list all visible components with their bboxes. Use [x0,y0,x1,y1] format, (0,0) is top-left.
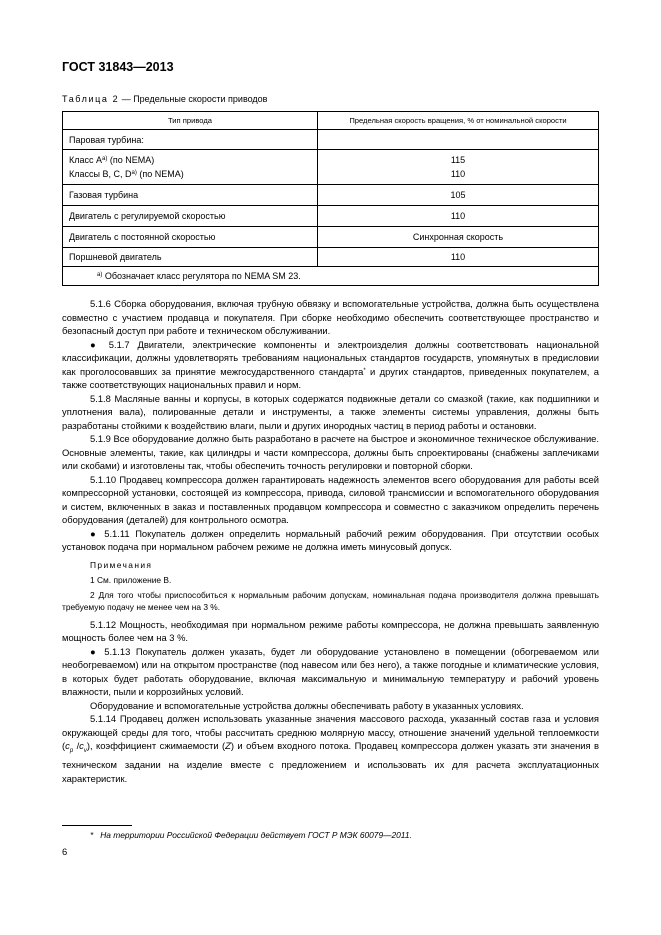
paragraph-5-1-11: ● 5.1.11 Покупатель должен определить нормальный рабочий режим оборудования. При отсутствии особых установок подача при нормальном рабочем режиме не должна иметь минусовый допуск. [62,527,599,552]
document-body [62,297,599,785]
table-row [63,130,599,150]
table-header-row [63,112,599,130]
note-1: 1 См. приложение В. [90,574,172,585]
table-row [63,206,599,227]
table-footnote: $^{a)}$ Обозначает класс регулятора по NEMA SM 23. [63,267,599,286]
page-number: 6 [62,846,68,857]
row-piston-engine-value: 110 [318,248,599,267]
notes-block [62,559,599,613]
page-header: ГОСТ 31843—2013 [62,60,174,74]
class-a-label: Класс $A^{a)}$ (по NEMA) [69,155,155,165]
table-row [63,185,599,206]
paragraph-5-1-13: ● 5.1.13 Покупатель должен указать, будет ли оборудование установлено в помещении (обогреваемом или необогреваемом) или на открытом пространстве (под навесом или без него), а также погодные и климатические условия, в которых будет работать оборудование, включая максимальную и минимальную температуру и рабочий уровень влажности, пыли и коррозийных условий. [62,645,599,697]
class-bcd-label: Классы B, C, $D^{a)}$ (по NEMA) [69,169,184,179]
row-piston-engine: Поршневой двигатель [63,248,318,267]
row-gas-turbine-value: 105 [318,185,599,206]
paragraph-auxiliary: Оборудование и вспомогательные устройства должны обеспечивать работу в указанных условиях. [90,699,524,711]
paragraph-5-1-8: 5.1.8 Масляные ванны и корпусы, в которых содержатся подвижные детали со смазкой (такие, как подшипники и уплотнения вала), полированные детали и инструменты, а также элементы системы управления, должны быть разработаны стойкими к воздействию влаги, пыли и других инородных частиц в период работы и остановки. [62,392,599,431]
paragraph-5-1-6: 5.1.6 Сборка оборудования, включая трубную обвязку и вспомогательные устройства, должна быть осуществлена совместно с участием продавца и покупателя. При сборке необходимо обеспечить соответствующее пространство и безопасный доступ при работе и техническом обслуживании. [62,298,599,336]
paragraph-5-1-12: 5.1.12 Мощность, необходимая при нормальном режиме работы компрессора, не должна превышать заявленную мощность более чем на 3 %. [62,618,599,643]
paragraph-5-1-14: 5.1.14 Продавец должен использовать указанные значения массового расхода, указанный состав газа и условия окружающей среды для того, чтобы рассчитать среднюю молярную массу, отношение значений удельной теплоемкости ($c_p$ $/c_v$), коэффициент сжимаемости (Z) и объем входного потока. Продавец компрессора должен указать эти значения в техническом задании на изделие вместе с предложением и использовать их для расчета эксплуатационных характеристик. [62,713,599,784]
paragraph-5-1-9: 5.1.9 Все оборудование должно быть разработано в расчете на быстрое и экономичное техническое обслуживание. Основные элементы, такие, как цилиндры и части компрессора, должны быть спроектированы (снабжены заплечиками или скобами) и изготовлены так, чтобы обеспечить точность регулировки и повторной сборки. [62,433,599,471]
row-constant-speed-value: Синхронная скорость [318,227,599,248]
table-caption-label: Таблица 2 [62,94,120,104]
speed-limits-table [62,111,599,286]
row-variable-speed-value: 110 [318,206,599,227]
paragraph-5-1-10: 5.1.10 Продавец компрессора должен гарантировать надежность элементов всего оборудования для работы всей компрессорной установки, состоящей из компрессора, привода, силовой трансмиссии и вспомогательного оборудования и систем, включенных в заказ и поставленных продавцом компрессора и совместно с заказчиком определить перечень оборудования (деталей) для контрольного осмотра. [62,473,599,525]
footnote-mark: * [90,830,94,840]
table-row [63,150,599,185]
row-variable-speed: Двигатель с регулируемой скоростью [63,206,318,227]
row-classes-values [318,150,599,185]
footnote-text: На территории Российской Федерации действует ГОСТ Р МЭК 60079—2011. [100,830,412,840]
header-speed-limit: Предельная скорость вращения, % от номинальной скорости [318,112,599,130]
paragraph-5-1-7: ● 5.1.7 Двигатели, электрические компоненты и электроизделия должны соответствовать национальной классификации, должны удовлетворять требованиям национальных стандартов государств, упомянутых в предисловии как проголосовавших за принятие межгосударственного стандарта* и других стандартов, приведенных покупателем, а также соответствующих национальных правил и норм. [62,338,599,390]
row-gas-turbine: Газовая турбина [63,185,318,206]
row-steam-turbine-value [318,130,599,150]
table-row [63,248,599,267]
table-caption [62,94,267,104]
footnote-divider [62,825,132,826]
table-row [63,227,599,248]
row-steam-turbine: Паровая турбина: [63,130,318,150]
class-bcd-value: 110 [450,169,466,179]
class-a-value: 115 [450,155,466,165]
notes-title: Примечания [90,559,153,570]
table-caption-text: — Предельные скорости приводов [119,94,268,104]
header-drive-type: Тип привода [63,112,318,130]
page-footnote [90,830,412,840]
note-2: 2 Для того чтобы приспособиться к нормальным рабочим допускам, номинальная подача производителя должна превышать требуемую подачу не менее чем на 3 %. [62,589,599,612]
row-classes [63,150,318,185]
row-constant-speed: Двигатель с постоянной скоростью [63,227,318,248]
table-footnote-row [63,267,599,286]
